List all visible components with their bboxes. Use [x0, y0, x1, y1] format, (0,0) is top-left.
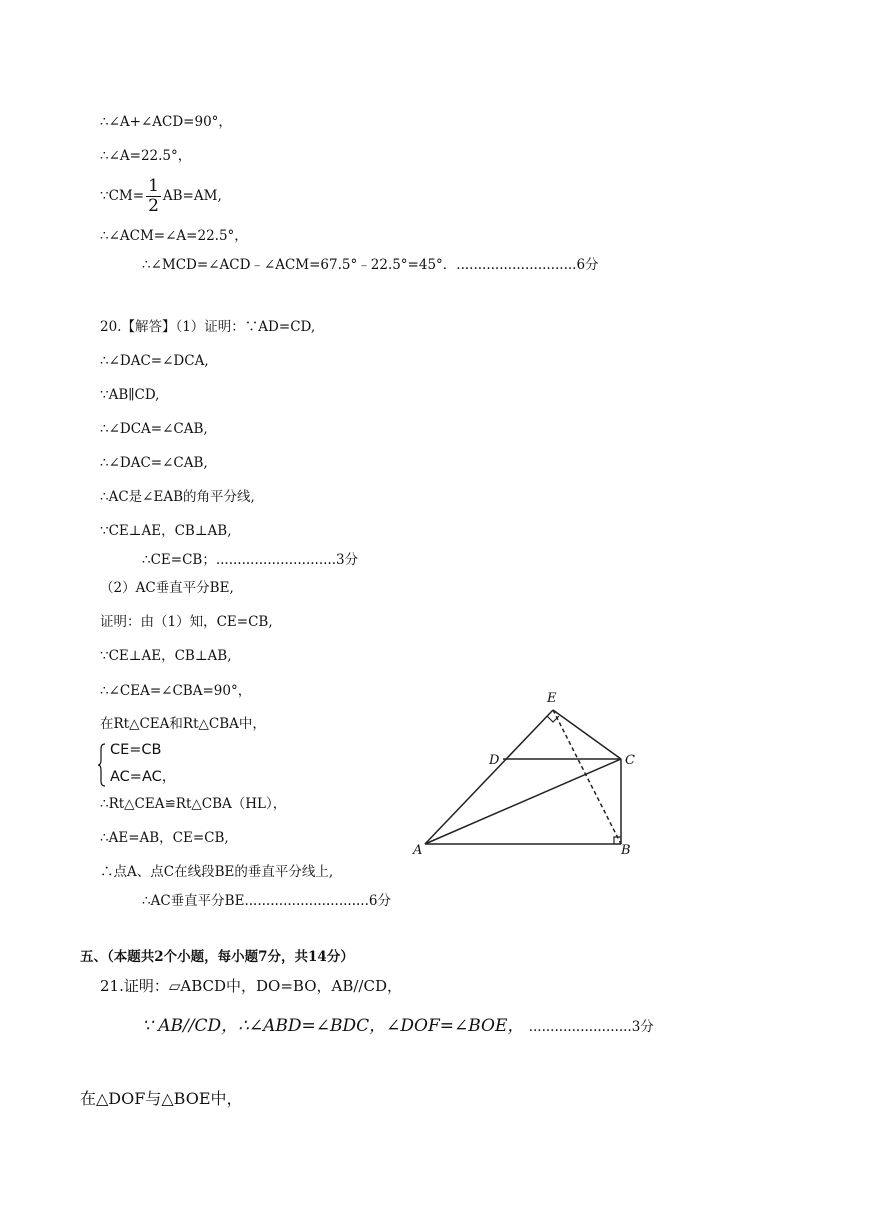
segment-EC	[553, 710, 621, 759]
q20-line-5: ∴∠DAC=∠CAB,	[100, 455, 208, 471]
q20-line-1: 20.【解答】（1）证明：∵AD=CD,	[100, 319, 316, 335]
system-eq-2	[110, 765, 176, 786]
system-eq-2-text: AC=AC	[110, 769, 162, 785]
system-comma: ，	[161, 769, 177, 785]
line-top-1: ∴∠A+∠ACD=90°，	[100, 114, 232, 130]
section-5-heading: 五、（本题共2个小题，每小题7分，共14分）	[80, 949, 354, 965]
line-top-2: ∴∠A=22.5°，	[100, 148, 192, 164]
label-C: C	[625, 753, 635, 768]
fraction-half	[146, 178, 161, 215]
label-A: A	[413, 843, 423, 858]
q20-line-6: ∴AC是∠EAB的角平分线,	[100, 489, 255, 505]
q21-line-2	[142, 1017, 654, 1036]
label-D: D	[489, 753, 500, 768]
q20-line-8: ∴CE=CB；............................3分	[142, 552, 359, 568]
q21-line-3: 在△DOF与△BOE中，	[80, 1089, 243, 1108]
line-top-4: ∴∠ACM=∠A=22.5°，	[100, 228, 248, 244]
q21-line-1: 21.证明：▱ABCD中，DO=BO，AB//CD，	[100, 977, 402, 995]
label-E: E	[547, 691, 557, 706]
segment-AE	[425, 710, 553, 844]
segment-EB-dashed	[553, 710, 621, 844]
line-top-3	[100, 178, 222, 215]
left-brace-icon	[98, 743, 106, 787]
geometry-figure	[405, 682, 645, 862]
line-top-3-pre: ∵CM=	[100, 188, 145, 204]
segment-AC	[425, 759, 621, 844]
q20-line-10: 证明：由（1）知，CE=CB,	[100, 614, 273, 630]
fraction-numerator: 1	[148, 176, 159, 196]
q20-line-17: ∴AC垂直平分BE.............................6分	[142, 893, 391, 909]
q20-line-13: 在Rt△CEA和Rt△CBA中，	[100, 716, 266, 732]
system-eq-1: CE=CB	[110, 742, 162, 758]
q20-line-15: ∴AE=AB，CE=CB,	[100, 830, 229, 846]
q20-line-16: ∴点A、点C在线段BE的垂直平分线上,	[100, 864, 334, 880]
q20-line-14: ∴Rt△CEA≌Rt△CBA（HL），	[100, 796, 287, 812]
line-top-5: ∴∠MCD=∠ACD﹣∠ACM=67.5°﹣22.5°=45°．............................6分	[142, 257, 599, 273]
q20-line-7: ∵CE⊥AE，CB⊥AB,	[100, 523, 232, 539]
q20-line-12: ∴∠CEA=∠CBA=90°，	[100, 683, 252, 699]
fraction-denominator: 2	[148, 196, 159, 216]
q21-line-2-score: ........................3分	[528, 1019, 654, 1035]
q20-line-3: ∵AB∥CD,	[100, 387, 160, 403]
q20-line-4: ∴∠DCA=∠CAB,	[100, 421, 208, 437]
q21-line-2-math: ∵ AB//CD，∴∠ABD=∠BDC，∠DOF=∠BOE，	[142, 1016, 525, 1036]
q20-line-9: （2）AC垂直平分BE,	[100, 580, 234, 596]
line-top-3-post: AB=AM,	[162, 188, 222, 204]
q20-line-11: ∵CE⊥AE，CB⊥AB,	[100, 648, 232, 664]
q20-line-2: ∴∠DAC=∠DCA,	[100, 353, 209, 369]
label-B: B	[621, 843, 631, 858]
